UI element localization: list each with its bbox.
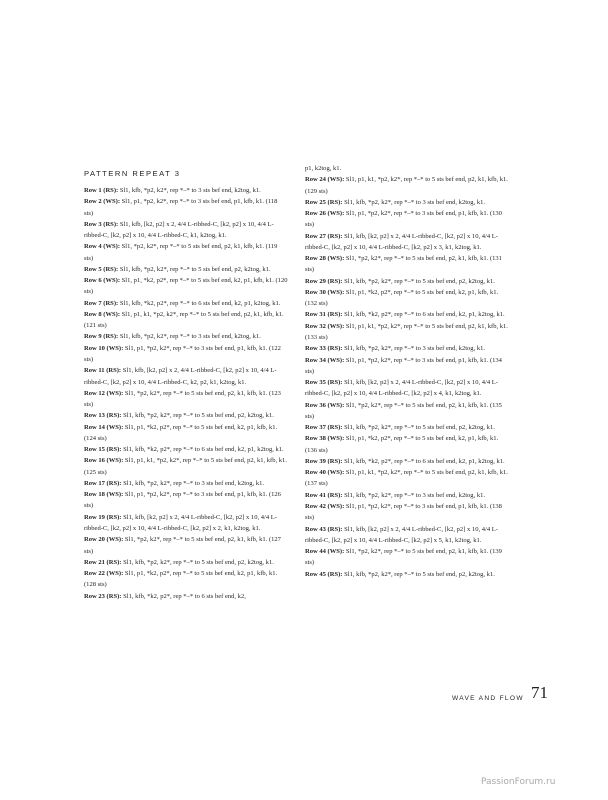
row-text: Sl1, kfb, [k2, p2] x 2, 4/4 L-ribbed-C, [k2, p2] x 10, 4/4 L-ribbed-C, [k2, p2] x 10, 4/4 L-ribbed-C, [k2, p2] x 4, k1, k2tog, k1. xyxy=(305,379,498,398)
row-text: Sl1, kfb, *p2, k2*, rep *–* to 3 sts bef end, k2tog, k1. xyxy=(118,333,261,341)
row-text: Sl1, *p2, k2*, rep *–* to 5 sts bef end, p2, k1, kfb, k1. (123 sts) xyxy=(84,389,281,409)
instruction-row xyxy=(84,309,288,332)
instruction-row xyxy=(305,309,509,320)
row-label: Row 30 (WS): xyxy=(305,288,345,296)
instruction-row xyxy=(84,512,288,535)
row-text: Sl1, *p2, k2*, rep *–* to 5 sts bef end, p2, k1, kfb, k1. (139 sts) xyxy=(305,548,502,567)
instruction-row xyxy=(84,343,288,366)
row-text: Sl1, p1, k1, *p2, k2*, rep *–* to 5 sts bef end, p2, k1, kfb, k1. (133 sts) xyxy=(305,322,508,341)
instruction-row xyxy=(305,490,509,501)
instruction-row xyxy=(84,557,288,568)
row-label: Row 21 (RS): xyxy=(84,558,122,566)
instruction-row xyxy=(84,591,288,602)
row-text: Sl1, kfb, *p2, k2*, rep *–* to 3 sts bef end, k2tog, k1. xyxy=(121,479,265,487)
instructions-column-right xyxy=(305,163,509,580)
row-text: Sl1, kfb, [k2, p2] x 2, 4/4 L-ribbed-C, [k2, p2] x 10, 4/4 L-ribbed-C, [k2, p2] x 10, 4/4 L-ribbed-C, [k2, p2] x 5, k1, k2tog, k1. xyxy=(305,525,498,544)
instruction-row xyxy=(305,208,509,231)
section-title: PATTERN REPEAT 3 xyxy=(84,169,181,178)
row-label: Row 43 (RS): xyxy=(305,525,343,533)
instruction-row xyxy=(305,287,509,310)
row-text: Sl1, kfb, *p2, k2*, rep *–* to 5 sts bef end, p2, k2tog, k1. xyxy=(118,265,271,273)
row-text: Sl1, p1, *p2, k2*, rep *–* to 3 sts bef end, p1, kfb, k1. (130 sts) xyxy=(305,210,502,229)
instruction-row xyxy=(305,467,509,490)
row-label: Row 24 (WS): xyxy=(305,176,345,184)
row-label: Row 31 (RS): xyxy=(305,311,343,319)
row-text: Sl1, kfb, *k2, p2*, rep *–* to 6 sts bef end, k2, p1, k2tog, k1. xyxy=(118,299,281,307)
row-text: Sl1, p1, *k2, p2*, rep *–* to 5 sts bef end, k2, p1, kfb, k1. (136 sts) xyxy=(305,435,499,454)
row-text: Sl1, p1, *p2, k2*, rep *–* to 3 sts bef end, p1, kfb, k1. (118 sts) xyxy=(84,198,278,217)
row-text: Sl1, kfb, *k2, p2*, rep *–* to 6 sts bef end, k2, p1, k2tog, k1. xyxy=(121,446,284,454)
row-label: Row 45 (RS): xyxy=(305,570,343,578)
instruction-row xyxy=(305,546,509,569)
row-label: Row 22 (WS): xyxy=(84,570,124,578)
instruction-row xyxy=(84,264,288,275)
row-label: Row 7 (RS): xyxy=(84,299,119,307)
row-text: Sl1, p1, k1, *p2, k2*, rep *–* to 5 sts bef end, p2, k1, kfb, k1. (125 sts) xyxy=(84,457,287,476)
instruction-row xyxy=(84,489,288,512)
instruction-row xyxy=(305,501,509,524)
row-text: Sl1, kfb, *p2, k2*, rep *–* to 5 sts bef end, p2, k2tog, k1. xyxy=(342,277,495,285)
instruction-row xyxy=(305,456,509,467)
row-text: Sl1, kfb, *p2, k2*, rep *–* to 5 sts bef end, p2, k2tog, k1. xyxy=(342,424,495,432)
row-text: Sl1, p1, k1, *p2, k2*, rep *–* to 5 sts bef end, p2, k1, kfb, k1. (137 sts) xyxy=(305,469,508,488)
instruction-row xyxy=(305,163,509,174)
row-label: Row 41 (RS): xyxy=(305,491,343,499)
row-label: Row 23 (RS): xyxy=(84,592,122,600)
row-label: Row 14 (WS): xyxy=(84,423,124,431)
row-text: Sl1, kfb, *p2, k2*, rep *–* to 5 sts bef end, p2, k2tog, k1. xyxy=(342,570,495,578)
row-text: Sl1, *p2, k2*, rep *–* to 5 sts bef end, p2, k1, kfb, k1. (135 sts) xyxy=(305,401,502,420)
instruction-row xyxy=(305,174,509,197)
instruction-row xyxy=(305,433,509,456)
row-label: Row 3 (RS): xyxy=(84,220,119,228)
row-label: Row 38 (WS): xyxy=(305,435,345,443)
row-label: Row 11 (RS): xyxy=(84,367,122,375)
instructions-column-left xyxy=(84,185,288,602)
row-label: Row 2 (WS): xyxy=(84,198,121,206)
row-label: Row 29 (RS): xyxy=(305,277,343,285)
row-label: Row 18 (WS): xyxy=(84,491,124,499)
instruction-row xyxy=(84,298,288,309)
instruction-row xyxy=(84,478,288,489)
instruction-row xyxy=(305,276,509,287)
row-label: Row 26 (WS): xyxy=(305,210,345,218)
row-text: Sl1, kfb, *p2, k2*, rep *–* to 5 sts bef end, p2, k2tog, k1. xyxy=(121,412,274,420)
instruction-row xyxy=(305,231,509,254)
page-number: 71 xyxy=(531,683,548,702)
instruction-row xyxy=(84,365,288,388)
instruction-row xyxy=(305,569,509,580)
row-text: Sl1, *p2, k2*, rep *–* to 5 sts bef end, p2, k1, kfb, k1. (127 sts) xyxy=(84,536,281,555)
instruction-row xyxy=(305,400,509,423)
instruction-row xyxy=(84,219,288,242)
row-text: Sl1, p1, *p2, k2*, rep *–* to 3 sts bef end, p1, kfb, k1. (122 sts) xyxy=(84,344,281,363)
row-text: Sl1, kfb, *p2, k2*, rep *–* to 3 sts bef end, k2tog, k1. xyxy=(342,345,486,353)
row-text: Sl1, p1, *p2, k2*, rep *–* to 3 sts bef end, p1, kfb, k1. (134 sts) xyxy=(305,356,502,375)
row-text: Sl1, kfb, *p2, k2*, rep *–* to 3 sts bef end, k2tog, k1. xyxy=(118,187,261,194)
row-label: Row 33 (RS): xyxy=(305,345,343,353)
row-label: Row 17 (RS): xyxy=(84,479,122,487)
row-label: Row 27 (RS): xyxy=(305,232,343,240)
row-label: Row 6 (WS): xyxy=(84,277,121,285)
instruction-row xyxy=(84,455,288,478)
row-text: Sl1, *p2, k2*, rep *–* to 5 sts bef end, p2, k1, kfb, k1. (131 sts) xyxy=(305,255,502,274)
row-label: Row 19 (RS): xyxy=(84,513,122,521)
instruction-row xyxy=(84,331,288,342)
row-label: Row 15 (RS): xyxy=(84,446,122,454)
instruction-row xyxy=(84,241,288,264)
row-label: Row 9 (RS): xyxy=(84,333,119,341)
instruction-row xyxy=(305,524,509,547)
row-text: p1, k2tog, k1. xyxy=(305,165,342,172)
chapter-label: WAVE AND FLOW xyxy=(452,695,524,702)
row-text: Sl1, p1, *k2, p2*, rep *–* to 5 sts bef end, k2, p1, kfb, k1. (124 sts) xyxy=(84,423,278,442)
row-label: Row 10 (WS): xyxy=(84,344,124,352)
row-text: Sl1, kfb, [k2, p2] x 2, 4/4 L-ribbed-C, [k2, p2] x 10, 4/4 L-ribbed-C, [k2, p2] x 10, 4/4 L-ribbed-C, [k2, p2] x 3, k1, k2tog, k1. xyxy=(305,232,498,251)
instruction-row xyxy=(84,534,288,557)
row-text: Sl1, p1, *p2, k2*, rep *–* to 3 sts bef end, p1, kfb, k1. (126 sts) xyxy=(84,491,281,510)
row-label: Row 8 (WS): xyxy=(84,310,121,318)
row-label: Row 5 (RS): xyxy=(84,265,119,273)
instruction-row xyxy=(305,343,509,354)
row-label: Row 13 (RS): xyxy=(84,412,122,420)
row-text: Sl1, p1, k1, *p2, k2*, rep *–* to 5 sts bef end, p2, k1, kfb, k1. (129 sts) xyxy=(305,176,508,195)
instruction-row xyxy=(84,568,288,591)
row-text: Sl1, kfb, *k2, p2*, rep *–* to 6 sts bef end, k2, p1, k2tog, k1. xyxy=(342,457,505,465)
watermark: PassionForum.ru xyxy=(481,777,556,787)
row-text: Sl1, p1, *k2, p2*, rep *–* to 5 sts bef end, k2, p1, kfb, k1. (128 sts) xyxy=(84,570,278,589)
row-label: Row 36 (WS): xyxy=(305,401,345,409)
instruction-row xyxy=(84,275,288,298)
row-text: Sl1, p1, *p2, k2*, rep *–* to 3 sts bef end, p1, kfb, k1. (138 sts) xyxy=(305,502,502,522)
row-label: Row 16 (WS): xyxy=(84,457,124,465)
instruction-row xyxy=(305,355,509,378)
row-label: Row 42 (WS): xyxy=(305,502,345,510)
instruction-row xyxy=(84,410,288,421)
row-text: Sl1, kfb, [k2, p2] x 2, 4/4 L-ribbed-C, [k2, p2] x 10, 4/4 L-ribbed-C, [k2, p2] x 10, 4/4 L-ribbed-C, k2, p2, k1, k2tog, k1. xyxy=(84,367,277,386)
row-text: Sl1, kfb, *p2, k2*, rep *–* to 3 sts bef end, k2tog, k1. xyxy=(342,198,486,206)
instruction-row xyxy=(305,377,509,400)
instruction-row xyxy=(84,444,288,455)
row-text: Sl1, p1, k1, *p2, k2*, rep *–* to 5 sts bef end, p2, k1, kfb, k1. (121 sts) xyxy=(84,310,284,330)
row-text: Sl1, kfb, *k2, p2*, rep *–* to 6 sts bef end, k2, xyxy=(121,592,246,600)
row-label: Row 4 (WS): xyxy=(84,243,121,251)
row-text: Sl1, kfb, [k2, p2] x 2, 4/4 L-ribbed-C, [k2, p2] x 10, 4/4 L-ribbed-C, [k2, p2] x 10, 4/4 L-ribbed-C, [k2, p2] x 2, k1, k2tog, k1. xyxy=(84,513,277,532)
row-text: Sl1, p1, *k2, p2*, rep *–* to 5 sts bef end, k2, p1, kfb, k1. (120 sts) xyxy=(84,277,288,296)
row-text: Sl1, kfb, [k2, p2] x 2, 4/4 L-ribbed-C, [k2, p2] x 10, 4/4 L-ribbed-C, [k2, p2] x 10, 4/4 L-ribbed-C, k1, k2tog, k1. xyxy=(84,220,274,240)
row-label: Row 1 (RS): xyxy=(84,187,119,194)
row-label: Row 20 (WS): xyxy=(84,536,124,544)
row-label: Row 35 (RS): xyxy=(305,379,343,387)
instruction-row xyxy=(305,197,509,208)
row-text: Sl1, p1, *k2, p2*, rep *–* to 5 sts bef end, k2, p1, kfb, k1. (132 sts) xyxy=(305,288,499,308)
row-label: Row 12 (WS): xyxy=(84,389,124,397)
instruction-row xyxy=(305,422,509,433)
row-text: Sl1, *p2, k2*, rep *–* to 5 sts bef end, p2, k1, kfb, k1. (119 sts) xyxy=(84,243,278,262)
row-text: Sl1, kfb, *k2, p2*, rep *–* to 6 sts bef end, k2, p1, k2tog, k1. xyxy=(342,311,505,319)
row-label: Row 44 (WS): xyxy=(305,548,345,556)
row-label: Row 40 (WS): xyxy=(305,469,345,477)
instruction-row xyxy=(84,185,288,196)
instruction-row xyxy=(84,422,288,445)
row-text: Sl1, kfb, *p2, k2*, rep *–* to 5 sts bef end, p2, k2tog, k1. xyxy=(121,558,274,566)
instruction-row xyxy=(305,253,509,276)
instruction-row xyxy=(84,388,288,411)
row-label: Row 34 (WS): xyxy=(305,356,345,364)
row-label: Row 39 (RS): xyxy=(305,457,343,465)
instruction-row xyxy=(305,321,509,344)
row-label: Row 32 (WS): xyxy=(305,322,345,330)
row-text: Sl1, kfb, *p2, k2*, rep *–* to 3 sts bef end, k2tog, k1. xyxy=(342,491,486,499)
row-label: Row 28 (WS): xyxy=(305,255,345,263)
row-label: Row 37 (RS): xyxy=(305,424,343,432)
row-label: Row 25 (RS): xyxy=(305,198,343,206)
instruction-row xyxy=(84,196,288,219)
